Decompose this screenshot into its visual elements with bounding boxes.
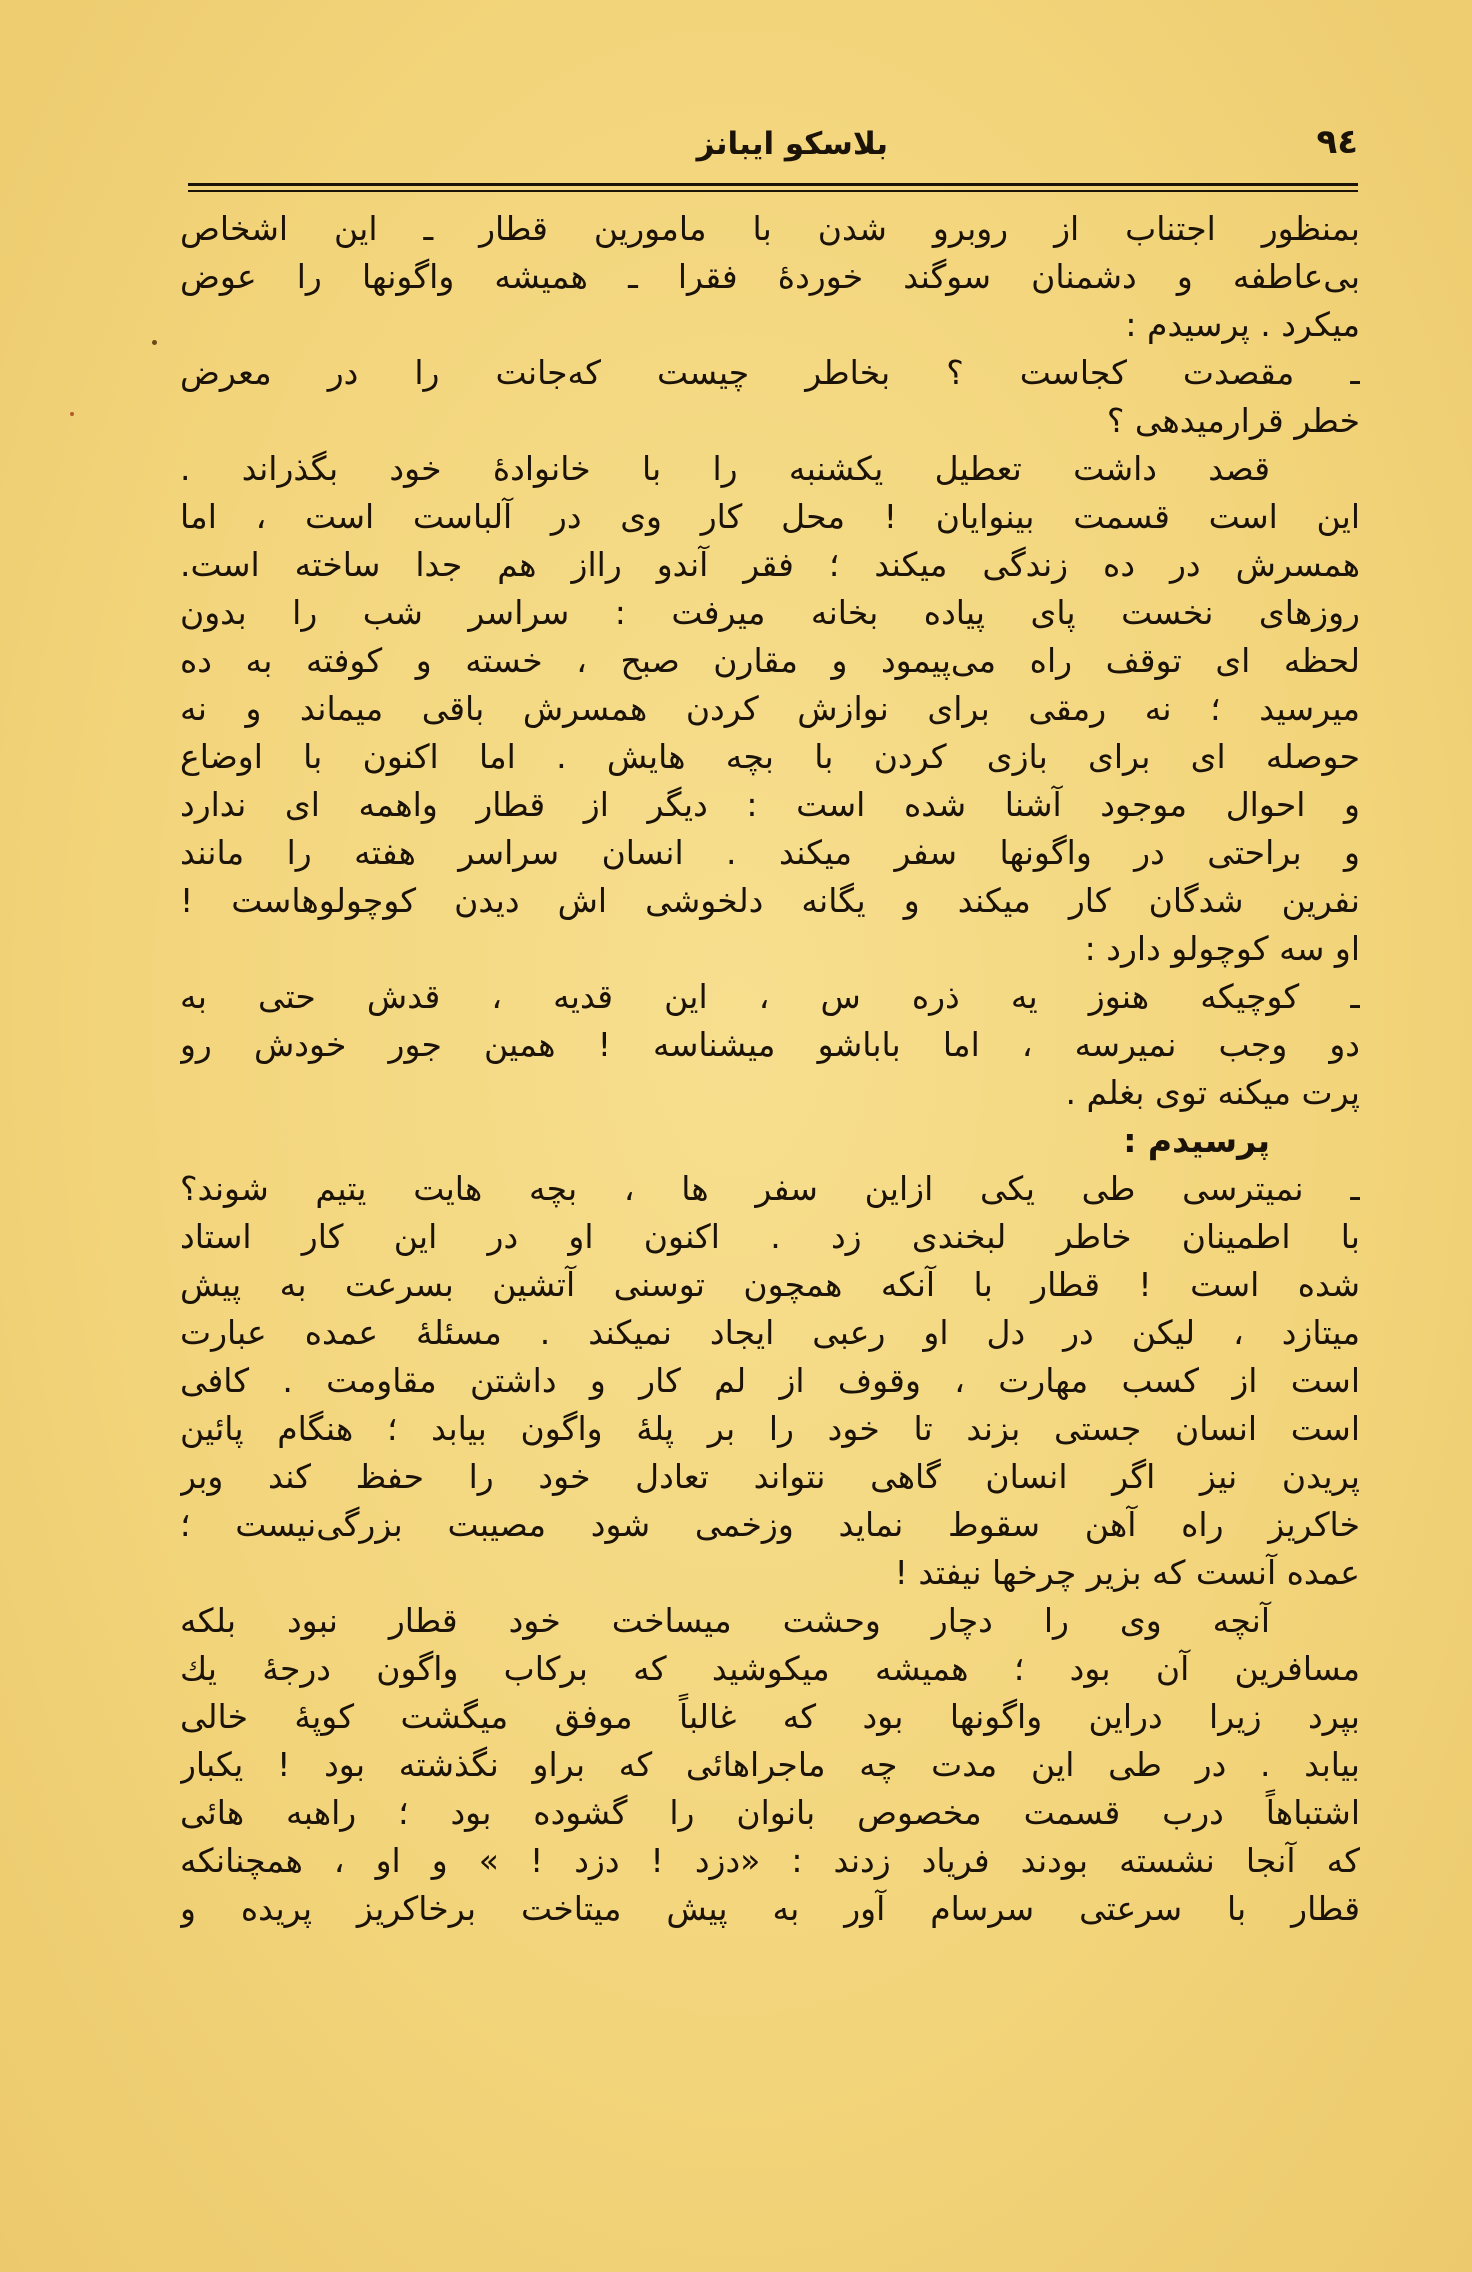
text-line: بیابد . در طی این مدت چه ماجراهائی که براو نگذشته بود ! یکبار [180, 1745, 1360, 1784]
text-line: بمنظور اجتناب از روبرو شدن با مامورین قطار ـ این اشخاص [180, 209, 1360, 248]
text-line: ـ مقصدت کجاست ؟ بخاطر چیست که‌جانت را در معرض [180, 353, 1360, 392]
text-line: بی‌عاطفه و دشمنان سوگند خوردهٔ فقرا ـ همیشه واگونها را عوض [180, 257, 1360, 296]
text-line: حوصله ای برای بازی کردن با بچه هایش . اما اکنون با اوضاع [180, 737, 1360, 776]
text-line: میتازد ، لیکن در دل او رعبی ایجاد نمیکند . مسئلهٔ عمده عبارت [180, 1313, 1360, 1352]
text-line: است انسان جستی بزند تا خود را بر پلهٔ واگون بیابد ؛ هنگام پائین [180, 1409, 1360, 1448]
text-line: میرسید ؛ نه رمقی برای نوازش کردن همسرش باقی میماند و نه [180, 689, 1360, 728]
text-line: شده است ! قطار با آنکه همچون توسنی آتشین بسرعت به پیش [180, 1265, 1360, 1304]
text-line: خاکریز راه آهن سقوط نماید وزخمی شود مصیبت بزرگی‌نیست ؛ [180, 1505, 1360, 1544]
page-header [188, 118, 1358, 180]
header-rule [188, 183, 1358, 186]
body-text [180, 205, 1360, 2225]
page-number: ۹٤ [1316, 122, 1358, 162]
text-line: و احوال موجود آشنا شده است : دیگر از قطار واهمه ای ندارد [180, 785, 1360, 824]
text-line: قصد داشت تعطیل یکشنبه را با خانوادهٔ خود بگذراند . [180, 449, 1270, 488]
text-line: که آنجا نشسته بودند فریاد زدند : «دزد ! دزد ! » و او ، همچنانکه [180, 1841, 1360, 1880]
text-line: قطار با سرعتی سرسام آور به پیش میتاخت برخاکریز پریده و [180, 1889, 1360, 1928]
text-line: لحظه ای توقف راه می‌پیمود و مقارن صبح ، خسته و کوفته به ده [180, 641, 1360, 680]
header-rule-thin [188, 190, 1358, 192]
text-line: میکرد . پرسیدم : [1125, 305, 1360, 344]
text-line: این است قسمت بینوایان ! محل کار وی در آلباست است ، اما [180, 497, 1360, 536]
text-line: آنچه وی را دچار وحشت میساخت خود قطار نبود بلکه [180, 1601, 1270, 1640]
text-line: ـ کوچیکه هنوز یه ذره س ، این قدیه ، قدش حتی به [180, 977, 1360, 1016]
text-line: پرسیدم : [1123, 1121, 1270, 1160]
text-line: است از کسب مهارت ، وقوف از لم کار و داشتن مقاومت . کافی [180, 1361, 1360, 1400]
text-line: اشتباهاً درب قسمت مخصوص بانوان را گشوده بود ؛ راهبه هائی [180, 1793, 1360, 1832]
text-line: و براحتی در واگونها سفر میکند . انسان سراسر هفته را مانند [180, 833, 1360, 872]
paper-speck [152, 340, 157, 345]
text-line: روزهای نخست پای پیاده بخانه میرفت : سراسر شب را بدون [180, 593, 1360, 632]
paper-speck [70, 412, 74, 416]
text-line: مسافرین آن بود ؛ همیشه میکوشید که برکاب واگون درجهٔ یك [180, 1649, 1360, 1688]
text-line: بپرد زیرا دراین واگونها بود که غالباً موفق میگشت کوپهٔ خالی [180, 1697, 1360, 1736]
text-line: با اطمینان خاطر لبخندی زد . اکنون او در این کار استاد [180, 1217, 1360, 1256]
text-line: همسرش در ده زندگی میکند ؛ فقر آندو رااز هم جدا ساخته است. [180, 545, 1360, 584]
text-line: عمده آنست که بزیر چرخها نیفتد ! [894, 1553, 1360, 1592]
text-line: ـ نمیترسی طی یکی ازاین سفر ها ، بچه هایت یتیم شوند؟ [180, 1169, 1360, 1208]
text-line: پریدن نیز اگر انسان گاهی نتواند تعادل خود را حفظ کند وبر [180, 1457, 1360, 1496]
running-title: بلاسکو ایبانز [696, 126, 888, 162]
text-line: پرت میکنه توی بغلم . [1065, 1073, 1360, 1112]
text-line: او سه کوچولو دارد : [1084, 929, 1360, 968]
text-line: نفرین شدگان کار میکند و یگانه دلخوشی اش دیدن کوچولوهاست ! [180, 881, 1360, 920]
text-line: دو وجب نمیرسه ، اما باباشو میشناسه ! همین جور خودش رو [180, 1025, 1360, 1064]
text-line: خطر قرارمیدهی ؟ [1106, 401, 1360, 440]
